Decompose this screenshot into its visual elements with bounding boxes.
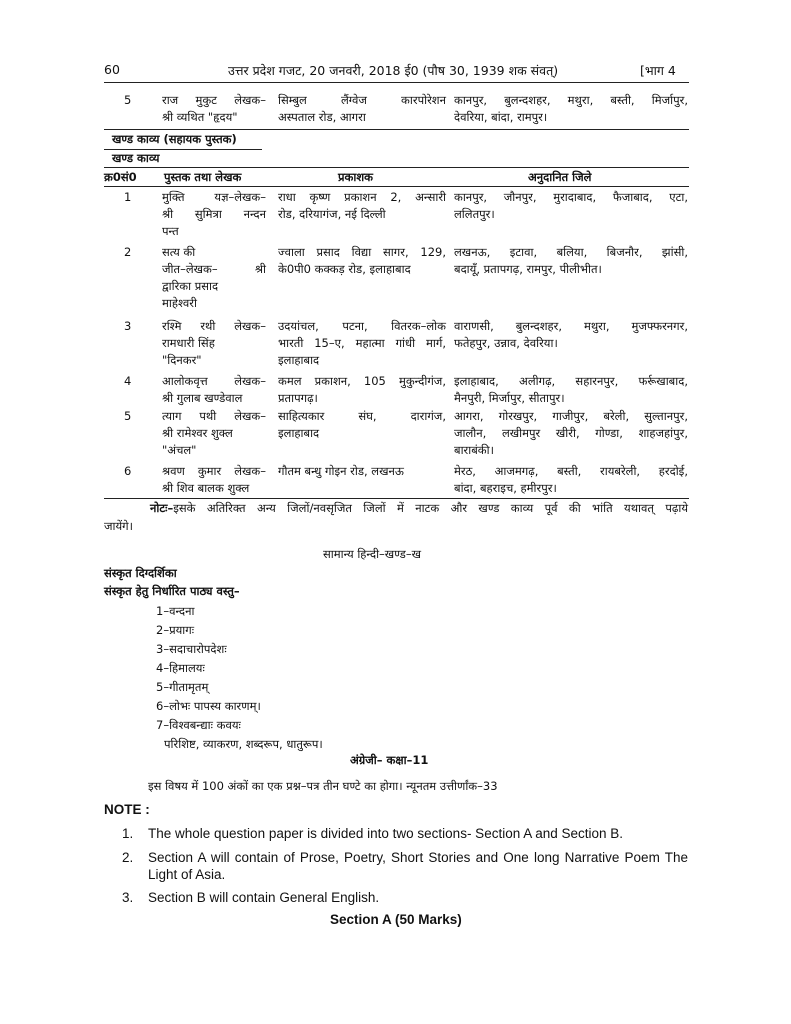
note-en-text: The whole question paper is divided into two sections- Section A and Section B.	[148, 826, 624, 841]
note-line-1	[150, 500, 688, 517]
english-paper-info: इस विषय में 100 अंकों का एक प्रश्न–पत्र तीन घण्टे का होगा। न्यूनतम उत्तीर्णांक–33	[148, 779, 498, 793]
publisher-line: इलाहाबाद	[278, 353, 320, 367]
gazette-part: [भाग 4	[640, 63, 676, 78]
page-number: 60	[104, 62, 120, 77]
publisher-line: रोड, दरियागंज, नई दिल्ली	[278, 207, 386, 221]
note-en-text-line: Section A will contain of Prose, Poetry, Short Stories and One long Narrative Poem The	[148, 850, 688, 865]
top-row-publisher-line: अस्पताल रोड, आगरा	[278, 110, 366, 124]
note-en-text-line: Light of Asia.	[148, 867, 226, 882]
row-districts	[454, 189, 688, 223]
book-line: जीत–लेखक– श्री	[162, 262, 266, 276]
sanskrit-title: संस्कृत दिग्दर्शिका	[104, 566, 177, 580]
section-subtitle: खण्ड काव्य	[112, 151, 160, 165]
book-line: रामधारी सिंह	[162, 336, 215, 350]
top-row-rule	[104, 129, 689, 130]
publisher-line: राधा कृष्ण प्रकाशन 2, अन्सारी	[278, 190, 446, 204]
hindi-section-heading: सामान्य हिन्दी–खण्ड–ख	[323, 547, 421, 561]
row-book	[162, 244, 266, 312]
note-en-text: Section B will contain General English.	[148, 890, 380, 905]
districts-line: लखनऊ, इटावा, बलिया, बिजनौर, झांसी,	[454, 245, 688, 259]
row-districts	[454, 318, 688, 352]
top-row-districts-line: कानपुर, बुलन्दशहर, मथुरा, बस्ती, मिर्जापुर,	[454, 93, 688, 107]
row-num: 1	[124, 190, 132, 204]
row-book	[162, 463, 266, 497]
top-row-publisher	[278, 92, 446, 126]
row-num: 5	[124, 409, 132, 423]
book-line: "दिनकर"	[162, 353, 202, 367]
publisher-line: प्रतापगढ़।	[278, 391, 318, 405]
note-en-num: 2.	[122, 850, 134, 865]
row-book	[162, 408, 266, 459]
row-num: 6	[124, 464, 132, 478]
note-line-2: जायेंगे।	[104, 519, 134, 533]
col-header-districts: अनुदानित जिले	[528, 170, 592, 184]
table-bottom-rule	[104, 498, 689, 499]
section-title: खण्ड काव्य (सहायक पुस्तक)	[112, 132, 237, 146]
book-line: मुक्ति यज्ञ–लेखक–	[162, 190, 266, 204]
sanskrit-item: 5–गीतामृतम्	[156, 680, 209, 694]
row-publisher	[278, 463, 446, 480]
row-publisher	[278, 373, 446, 407]
districts-line: बदायूँ, प्रतापगढ़, रामपुर, पीलीभीत।	[454, 262, 602, 276]
note-en-title: NOTE :	[104, 802, 150, 817]
districts-line: आगरा, गोरखपुर, गाजीपुर, बरेली, सुल्तानपुर,	[454, 409, 688, 423]
row-districts	[454, 373, 688, 407]
book-line: श्री सुमित्रा नन्दन	[162, 207, 266, 221]
english-class-heading: अंग्रेजी– कक्षा–11	[350, 753, 429, 767]
row-publisher	[278, 408, 446, 442]
note-en-num: 3.	[122, 890, 134, 905]
table-header-rule	[104, 186, 689, 187]
book-line: रश्मि रथी लेखक–	[162, 319, 266, 333]
top-row-num: 5	[124, 93, 132, 107]
top-row-book-line: राज मुकुट लेखक–	[162, 93, 266, 107]
row-num: 2	[124, 245, 132, 259]
section-title-rule	[104, 149, 262, 150]
header-rule	[104, 82, 689, 83]
top-row-book	[162, 92, 266, 126]
book-line: श्रवण कुमार लेखक–	[162, 464, 266, 478]
districts-line: फतेहपुर, उन्नाव, देवरिया।	[454, 336, 558, 350]
publisher-line: उदयांचल, पटना, वितरक–लोक	[278, 319, 446, 333]
districts-line: इलाहाबाद, अलीगढ़, सहारनपुर, फर्रूखाबाद,	[454, 374, 688, 388]
publisher-line: साहित्यकार संघ, दारागंज,	[278, 409, 446, 423]
publisher-line: गौतम बन्धु गोइन रोड, लखनऊ	[278, 464, 404, 478]
col-header-publisher: प्रकाशक	[338, 170, 374, 184]
row-publisher	[278, 244, 446, 278]
row-districts	[454, 244, 688, 278]
sanskrit-item: 7–विश्वबन्द्याः कवयः	[156, 718, 241, 732]
sanskrit-item: 6–लोभः पापस्य कारणम्।	[156, 699, 261, 713]
book-line: श्री रामेश्वर शुक्ल	[162, 426, 233, 440]
districts-line: मैनपुरी, मिर्जापुर, सीतापुर।	[454, 391, 565, 405]
book-line: आलोकवृत्त लेखक–	[162, 374, 266, 388]
sanskrit-extra: परिशिष्ट, व्याकरण, शब्दरूप, धातुरूप।	[164, 737, 323, 751]
col-header-book: पुस्तक तथा लेखक	[164, 170, 242, 184]
row-book	[162, 189, 266, 240]
districts-line: बाराबंकी।	[454, 443, 494, 457]
book-line: पन्त	[162, 224, 179, 238]
note-en-num: 1.	[122, 826, 134, 841]
row-num: 4	[124, 374, 132, 388]
row-book	[162, 373, 266, 407]
book-line: श्री गुलाब खण्डेवाल	[162, 391, 243, 405]
book-line: द्वारिका प्रसाद	[162, 279, 219, 293]
section-a-heading: Section A (50 Marks)	[330, 912, 462, 927]
publisher-line: इलाहाबाद	[278, 426, 320, 440]
gazette-title: उत्तर प्रदेश गजट, 20 जनवरी, 2018 ई0 (पौष 30, 1939 शक संवत्)	[228, 63, 559, 78]
book-line: त्याग पथी लेखक–	[162, 409, 266, 423]
sanskrit-item: 3–सदाचारोपदेशः	[156, 642, 227, 656]
sanskrit-item: 4–हिमालयः	[156, 661, 205, 675]
book-line: "अंचल"	[162, 443, 197, 457]
top-row-districts-line: देवरिया, बांदा, रामपुर।	[454, 110, 548, 124]
col-header-serial: क्र0सं0	[104, 170, 137, 184]
sanskrit-item: 1–वन्दना	[156, 604, 195, 618]
districts-line: कानपुर, जौनपुर, मुरादाबाद, फैजाबाद, एटा,	[454, 190, 688, 204]
row-districts	[454, 408, 688, 459]
note-text: इसके अतिरिक्त अन्य जिलों/नवसृजित जिलों में नाटक और खण्ड काव्य पूर्व की भांति यथावत् पढ़ाये	[173, 501, 688, 515]
top-row-book-line: श्री व्यथित "हृदय"	[162, 110, 238, 124]
row-publisher	[278, 189, 446, 223]
sanskrit-item: 2–प्रयागः	[156, 623, 195, 637]
top-row-districts	[454, 92, 688, 126]
publisher-line: कमल प्रकाशन, 105 मुकुन्दीगंज,	[278, 374, 446, 388]
sanskrit-subtitle: संस्कृत हेतु निर्धारित पाठ्य वस्तु–	[104, 584, 240, 598]
districts-line: बांदा, बहराइच, हमीरपुर।	[454, 481, 557, 495]
book-line: श्री शिव बालक शुक्ल	[162, 481, 250, 495]
districts-line: मेरठ, आजमगढ़, बस्ती, रायबरेली, हरदोई,	[454, 464, 688, 478]
row-districts	[454, 463, 688, 497]
row-publisher	[278, 318, 446, 369]
districts-line: वाराणसी, बुलन्दशहर, मथुरा, मुजफ्फरनगर,	[454, 319, 688, 333]
publisher-line: भारती 15–ए, महात्मा गांधी मार्ग,	[278, 336, 446, 350]
top-row-publisher-line: सिम्बुल लैंग्वेज कारपोरेशन	[278, 93, 446, 107]
row-book	[162, 318, 266, 369]
note-label: नोटः–	[150, 501, 174, 515]
publisher-line: ज्वाला प्रसाद विद्या सागर, 129,	[278, 245, 446, 259]
districts-line: ललितपुर।	[454, 207, 495, 221]
table-top-rule	[104, 167, 689, 168]
publisher-line: के0पी0 कक्कड़ रोड, इलाहाबाद	[278, 262, 411, 276]
note-en-text	[148, 849, 688, 883]
book-line: माहेश्वरी	[162, 296, 197, 310]
districts-line: जालौन, लखीमपुर खीरी, गोण्डा, शाहजहांपुर,	[454, 426, 688, 440]
book-line: सत्य की	[162, 245, 196, 259]
row-num: 3	[124, 319, 132, 333]
